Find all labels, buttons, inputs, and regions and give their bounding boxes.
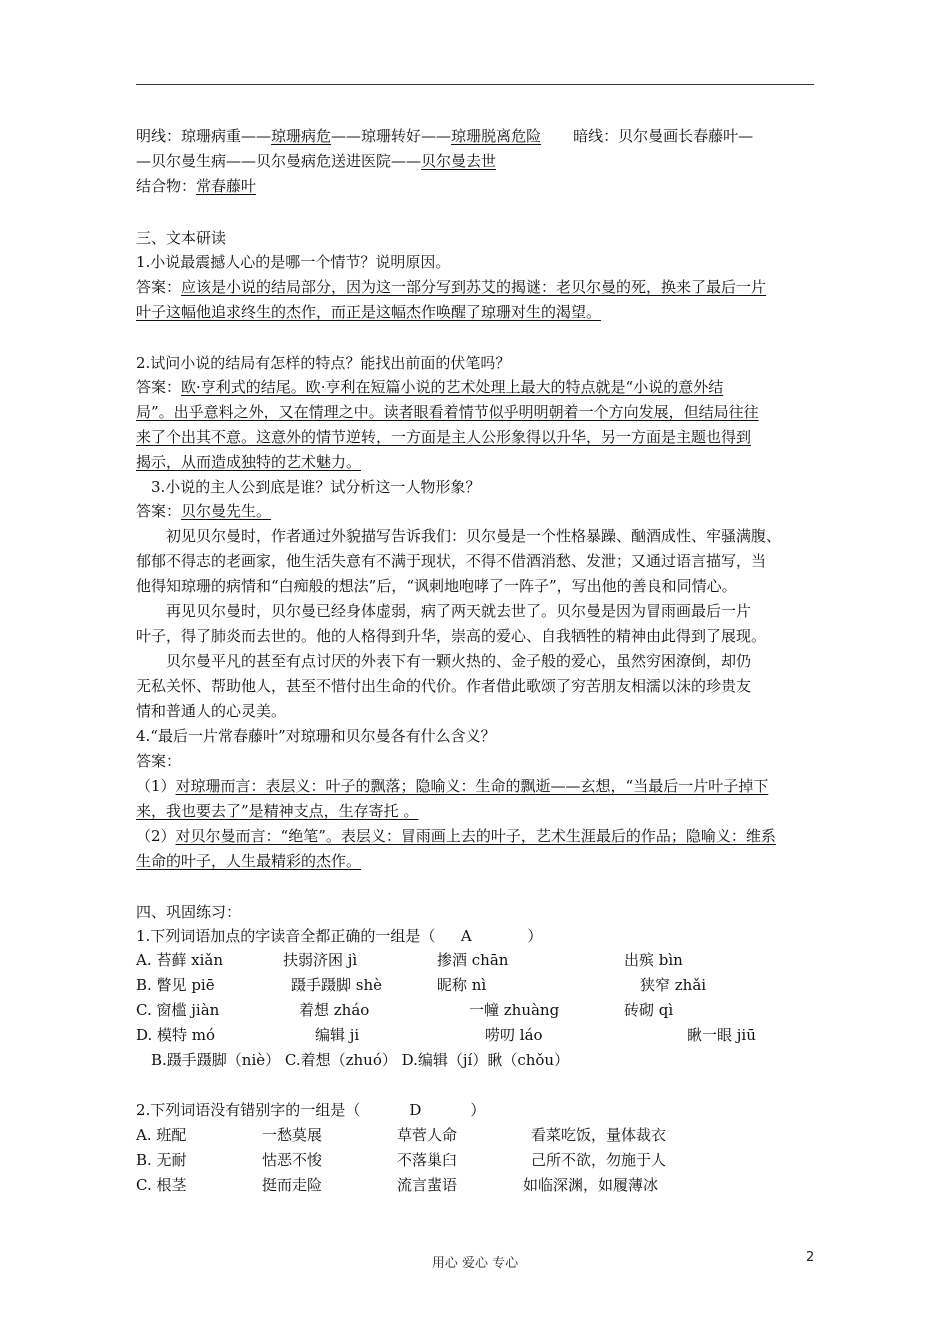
answer-text: 应该是小说的结局部分，因为这一部分写到苏艾的揭谜：老贝尔曼的死，换来了最后一片 bbox=[181, 278, 767, 296]
question-1: 1.小说最震撼人心的是哪一个情节？说明原因。 bbox=[136, 253, 451, 271]
question-4: 4.“最后一片常春藤叶”对琼珊和贝尔曼各有什么含义？ bbox=[136, 727, 496, 745]
plot-line-1 bbox=[136, 126, 753, 146]
item-prefix: （2） bbox=[136, 827, 176, 845]
option-c-4: 砖砌 qì bbox=[624, 1001, 674, 1019]
page-number: 2 bbox=[806, 1250, 815, 1265]
ex2-option-a-2: 一愁莫展 bbox=[262, 1126, 323, 1144]
option-a-3: 掺酒 chān bbox=[437, 951, 509, 969]
paragraph: 初见贝尔曼时，作者通过外貌描写告诉我们：贝尔曼是一个性格暴躁、酗酒成性、牢骚满腹、 bbox=[166, 527, 782, 545]
option-d-4: 瞅一眼 jiū bbox=[687, 1026, 756, 1044]
ming-underlined: 琼珊脱离危险 bbox=[451, 127, 542, 145]
ex2-option-a-1: A. 班配 bbox=[136, 1126, 187, 1144]
answer-choice: A bbox=[460, 927, 472, 945]
answer-label: 答案： bbox=[136, 378, 182, 396]
paragraph: 郁郁不得志的老画家，他生活失意有不满于现状，不得不借酒消愁、发泄；又通过语言描写，当 bbox=[136, 552, 767, 570]
answer-2-cont: 局”。出乎意料之外，又在情理之中。读者眼看着情节似乎明明朝着一个方向发展，但结局往往 bbox=[136, 403, 759, 421]
option-d-2: 编辑 ji bbox=[315, 1026, 360, 1044]
answer-3 bbox=[136, 501, 271, 521]
ex2-option-a-4: 看菜吃饭，量体裁衣 bbox=[531, 1126, 667, 1144]
exercise-1-note: B.蹑手蹑脚（niè） C.着想（zhuó） D.编辑（jí）瞅（chǒu） bbox=[151, 1051, 570, 1069]
question-close: ） bbox=[527, 927, 543, 945]
option-a-4: 出殡 bìn bbox=[624, 951, 683, 969]
answer-1-cont: 叶子这幅他追求终生的杰作，而正是这幅杰作唤醒了琼珊对生的渴望。 bbox=[136, 303, 602, 321]
ex2-option-c-2: 挺而走险 bbox=[262, 1176, 323, 1194]
answer-4a-cont: 来，我也要去了”是精神支点，生存寄托 。 bbox=[136, 802, 419, 820]
section-heading: 三、文本研读 bbox=[136, 229, 227, 247]
ex2-option-c-4: 如临深渊，如履薄冰 bbox=[523, 1176, 659, 1194]
option-b-1: B. 瞥见 piē bbox=[136, 976, 215, 994]
ming-text: ——琼珊转好—— bbox=[331, 127, 452, 145]
option-c-3: 一幢 zhuàng bbox=[469, 1001, 560, 1019]
question-close: ） bbox=[470, 1101, 486, 1119]
question-text: 2.下列词语没有错别字的一组是（ bbox=[136, 1101, 361, 1119]
an-text: 暗线：贝尔曼画长春藤叶— bbox=[573, 127, 754, 145]
exercise-1-question bbox=[136, 926, 542, 946]
ming-label: 明线： bbox=[136, 127, 182, 145]
answer-1 bbox=[136, 277, 766, 297]
ex2-option-a-3: 草菅人命 bbox=[397, 1126, 458, 1144]
option-b-3: 昵称 nì bbox=[437, 976, 487, 994]
answer-2-cont: 揭示，从而造成独特的艺术魅力。 bbox=[136, 453, 362, 471]
header-rule bbox=[136, 84, 814, 85]
answer-2 bbox=[136, 377, 723, 397]
ex2-option-c-1: C. 根茎 bbox=[136, 1176, 187, 1194]
answer-text: 欧·亨利式的结尾。欧·亨利在短篇小说的艺术处理上最大的特点就是“小说的意外结 bbox=[181, 378, 724, 396]
question-2: 2.试问小说的结局有怎样的特点？能找出前面的伏笔吗？ bbox=[136, 354, 511, 372]
ex2-option-b-3: 不落巢臼 bbox=[397, 1151, 458, 1169]
item-prefix: （1） bbox=[136, 777, 176, 795]
answer-4b-cont: 生命的叶子，人生最精彩的杰作。 bbox=[136, 852, 362, 870]
paragraph: 无私关怀、帮助他人，甚至不惜付出生命的代价。作者借此歌颂了穷苦朋友相濡以沫的珍贵友 bbox=[136, 677, 752, 695]
answer-4-label: 答案： bbox=[136, 752, 182, 770]
an-underlined: 贝尔曼去世 bbox=[421, 152, 497, 170]
paragraph: 情和普通人的心灵美。 bbox=[136, 702, 287, 720]
option-d-3: 唠叨 láo bbox=[485, 1026, 543, 1044]
ming-underlined: 琼珊病危 bbox=[271, 127, 332, 145]
paragraph: 他得知琼珊的病情和“白痴般的想法”后，“讽刺地咆哮了一阵子”，写出他的善良和同情心。 bbox=[136, 577, 737, 595]
jie-label: 结合物： bbox=[136, 177, 197, 195]
option-b-4: 狭窄 zhǎi bbox=[640, 976, 707, 994]
question-text: 1.下列词语加点的字读音全都正确的一组是（ bbox=[136, 927, 436, 945]
page-footer: 用心 爱心 专心 bbox=[431, 1256, 519, 1271]
answer-text: 对琼珊而言：表层义：叶子的飘落；隐喻义：生命的飘逝——玄想，“当最后一片叶子掉下 bbox=[175, 777, 769, 795]
option-c-1: C. 窗槛 jiàn bbox=[136, 1001, 220, 1019]
ex2-option-b-1: B. 无耐 bbox=[136, 1151, 187, 1169]
paragraph: 再见贝尔曼时，贝尔曼已经身体虚弱，病了两天就去世了。贝尔曼是因为冒雨画最后一片 bbox=[166, 602, 752, 620]
exercise-2-question bbox=[136, 1100, 485, 1120]
ex2-option-b-2: 怙恶不悛 bbox=[262, 1151, 323, 1169]
an-text: —贝尔曼生病——贝尔曼病危送进医院—— bbox=[136, 152, 422, 170]
paragraph: 贝尔曼平凡的甚至有点讨厌的外表下有一颗火热的、金子般的爱心，虽然穷困潦倒，却仍 bbox=[166, 652, 752, 670]
option-a-1: A. 苔藓 xiǎn bbox=[136, 951, 223, 969]
option-b-2: 蹑手蹑脚 shè bbox=[291, 976, 383, 994]
option-c-2: 着想 zháo bbox=[299, 1001, 370, 1019]
answer-text: 贝尔曼先生。 bbox=[181, 502, 272, 520]
ex2-option-b-4: 己所不欲，勿施于人 bbox=[531, 1151, 667, 1169]
jie-value: 常春藤叶 bbox=[196, 177, 257, 195]
section-heading: 四、巩固练习： bbox=[136, 903, 242, 921]
answer-4a bbox=[136, 776, 768, 796]
answer-2-cont: 来了个出其不意。这意外的情节逆转，一方面是主人公形象得以升华，另一方面是主题也得到 bbox=[136, 428, 752, 446]
question-3: 3.小说的主人公到底是谁？试分析这一人物形象？ bbox=[151, 478, 481, 496]
plot-line-3 bbox=[136, 176, 256, 196]
answer-label: 答案： bbox=[136, 278, 182, 296]
paragraph: 叶子，得了肺炎而去世的。他的人格得到升华，崇高的爱心、自我牺牲的精神由此得到了展现。 bbox=[136, 627, 767, 645]
option-d-1: D. 模特 mó bbox=[136, 1026, 216, 1044]
ming-text: 琼珊病重—— bbox=[181, 127, 272, 145]
answer-choice: D bbox=[409, 1101, 422, 1119]
plot-line-2 bbox=[136, 151, 496, 171]
option-a-2: 扶弱济困 jì bbox=[283, 951, 358, 969]
answer-text: 对贝尔曼而言：“绝笔”。表层义：冒雨画上去的叶子，艺术生涯最后的作品；隐喻义：维系 bbox=[175, 827, 776, 845]
answer-4b bbox=[136, 826, 776, 846]
ex2-option-c-3: 流言蜚语 bbox=[397, 1176, 458, 1194]
answer-label: 答案： bbox=[136, 502, 182, 520]
